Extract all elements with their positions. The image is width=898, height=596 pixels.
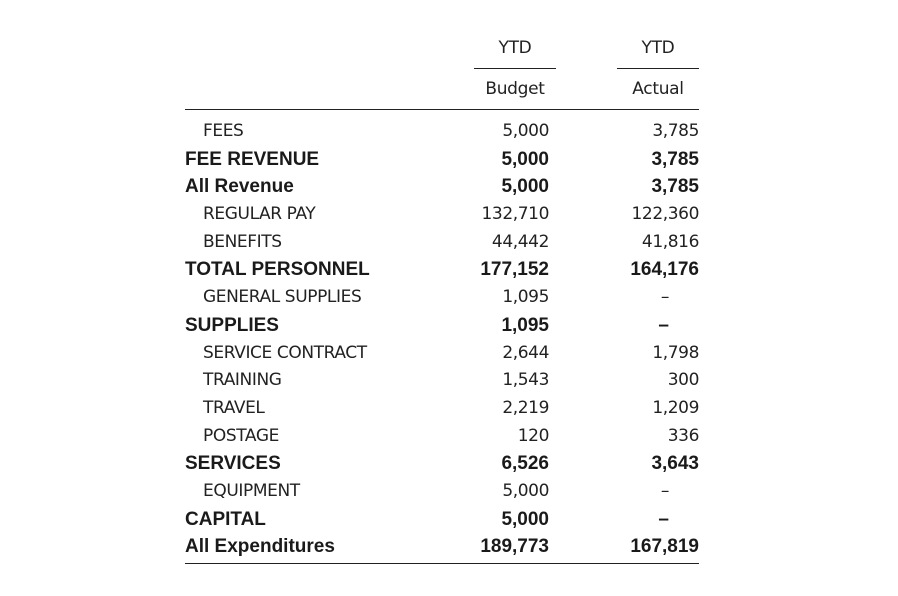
table-row-total xyxy=(185,256,699,284)
row-actual-value: – xyxy=(658,314,669,336)
row-label: TRAINING xyxy=(203,370,282,391)
table-row xyxy=(185,284,699,312)
header-ytd-budget: YTD xyxy=(498,38,532,58)
row-actual-value: – xyxy=(660,480,669,501)
row-label: CAPITAL xyxy=(185,508,266,530)
row-actual-value: 3,643 xyxy=(651,453,699,475)
row-budget-value: 177,152 xyxy=(480,259,549,281)
table-row xyxy=(185,229,699,257)
row-budget-value: 5,000 xyxy=(501,508,549,530)
row-budget-value: 2,644 xyxy=(502,342,549,363)
table-row xyxy=(185,118,699,146)
row-budget-value: 6,526 xyxy=(501,453,549,475)
row-label: REGULAR PAY xyxy=(203,204,316,225)
row-budget-value: 1,095 xyxy=(502,287,549,308)
row-label: EQUIPMENT xyxy=(203,480,300,501)
budget-actual-table xyxy=(185,33,699,564)
row-actual-value: 336 xyxy=(667,425,699,446)
row-budget-value: 120 xyxy=(517,425,549,446)
row-label: TOTAL PERSONNEL xyxy=(185,259,370,281)
header-ytd-actual: YTD xyxy=(641,38,675,58)
table-row-total xyxy=(185,146,699,174)
table-row xyxy=(185,367,699,395)
header-budget: Budget xyxy=(485,79,545,99)
row-budget-value: 1,095 xyxy=(501,314,549,336)
row-budget-value: 5,000 xyxy=(501,176,549,198)
table-row xyxy=(185,395,699,423)
table-row-total xyxy=(185,533,699,561)
row-label: TRAVEL xyxy=(203,397,265,418)
row-budget-value: 1,543 xyxy=(502,370,549,391)
row-label: SERVICE CONTRACT xyxy=(203,342,367,363)
table-row xyxy=(185,201,699,229)
row-actual-value: 164,176 xyxy=(630,259,699,281)
row-budget-value: 2,219 xyxy=(502,397,549,418)
row-actual-value: 1,209 xyxy=(652,397,699,418)
table-body xyxy=(185,110,699,564)
row-actual-value: 122,360 xyxy=(631,204,699,225)
row-actual-value: 3,785 xyxy=(652,121,699,141)
row-actual-value: 3,785 xyxy=(651,176,699,198)
row-actual-value: 300 xyxy=(667,370,699,391)
table-header xyxy=(185,33,699,110)
header-actual: Actual xyxy=(632,79,684,99)
row-actual-value: – xyxy=(658,508,669,530)
row-budget-value: 44,442 xyxy=(491,231,549,252)
table-row xyxy=(185,340,699,368)
row-budget-value: 132,710 xyxy=(481,204,549,225)
row-label: All Expenditures xyxy=(185,536,335,558)
row-actual-value: 167,819 xyxy=(630,536,699,558)
row-label: GENERAL SUPPLIES xyxy=(203,287,362,308)
row-actual-value: 3,785 xyxy=(651,148,699,170)
row-budget-value: 5,000 xyxy=(502,121,549,141)
row-label: POSTAGE xyxy=(203,425,279,446)
table-row-total xyxy=(185,450,699,478)
row-label: FEE REVENUE xyxy=(185,148,320,170)
table-row-total xyxy=(185,506,699,534)
table-row-total xyxy=(185,312,699,340)
table-row xyxy=(185,478,699,506)
row-label: All Revenue xyxy=(185,176,294,198)
row-label: SERVICES xyxy=(185,453,281,475)
table-row xyxy=(185,423,699,451)
table-row-total xyxy=(185,173,699,201)
row-actual-value: – xyxy=(660,287,669,308)
row-actual-value: 41,816 xyxy=(641,231,699,252)
row-label: SUPPLIES xyxy=(185,314,279,336)
row-budget-value: 189,773 xyxy=(480,536,549,558)
row-label: BENEFITS xyxy=(203,231,282,252)
row-budget-value: 5,000 xyxy=(501,148,549,170)
header-rule-budget xyxy=(474,68,556,69)
row-budget-value: 5,000 xyxy=(502,480,549,501)
row-label: FEES xyxy=(203,121,244,141)
header-rule-actual xyxy=(617,68,699,69)
row-actual-value: 1,798 xyxy=(652,342,699,363)
